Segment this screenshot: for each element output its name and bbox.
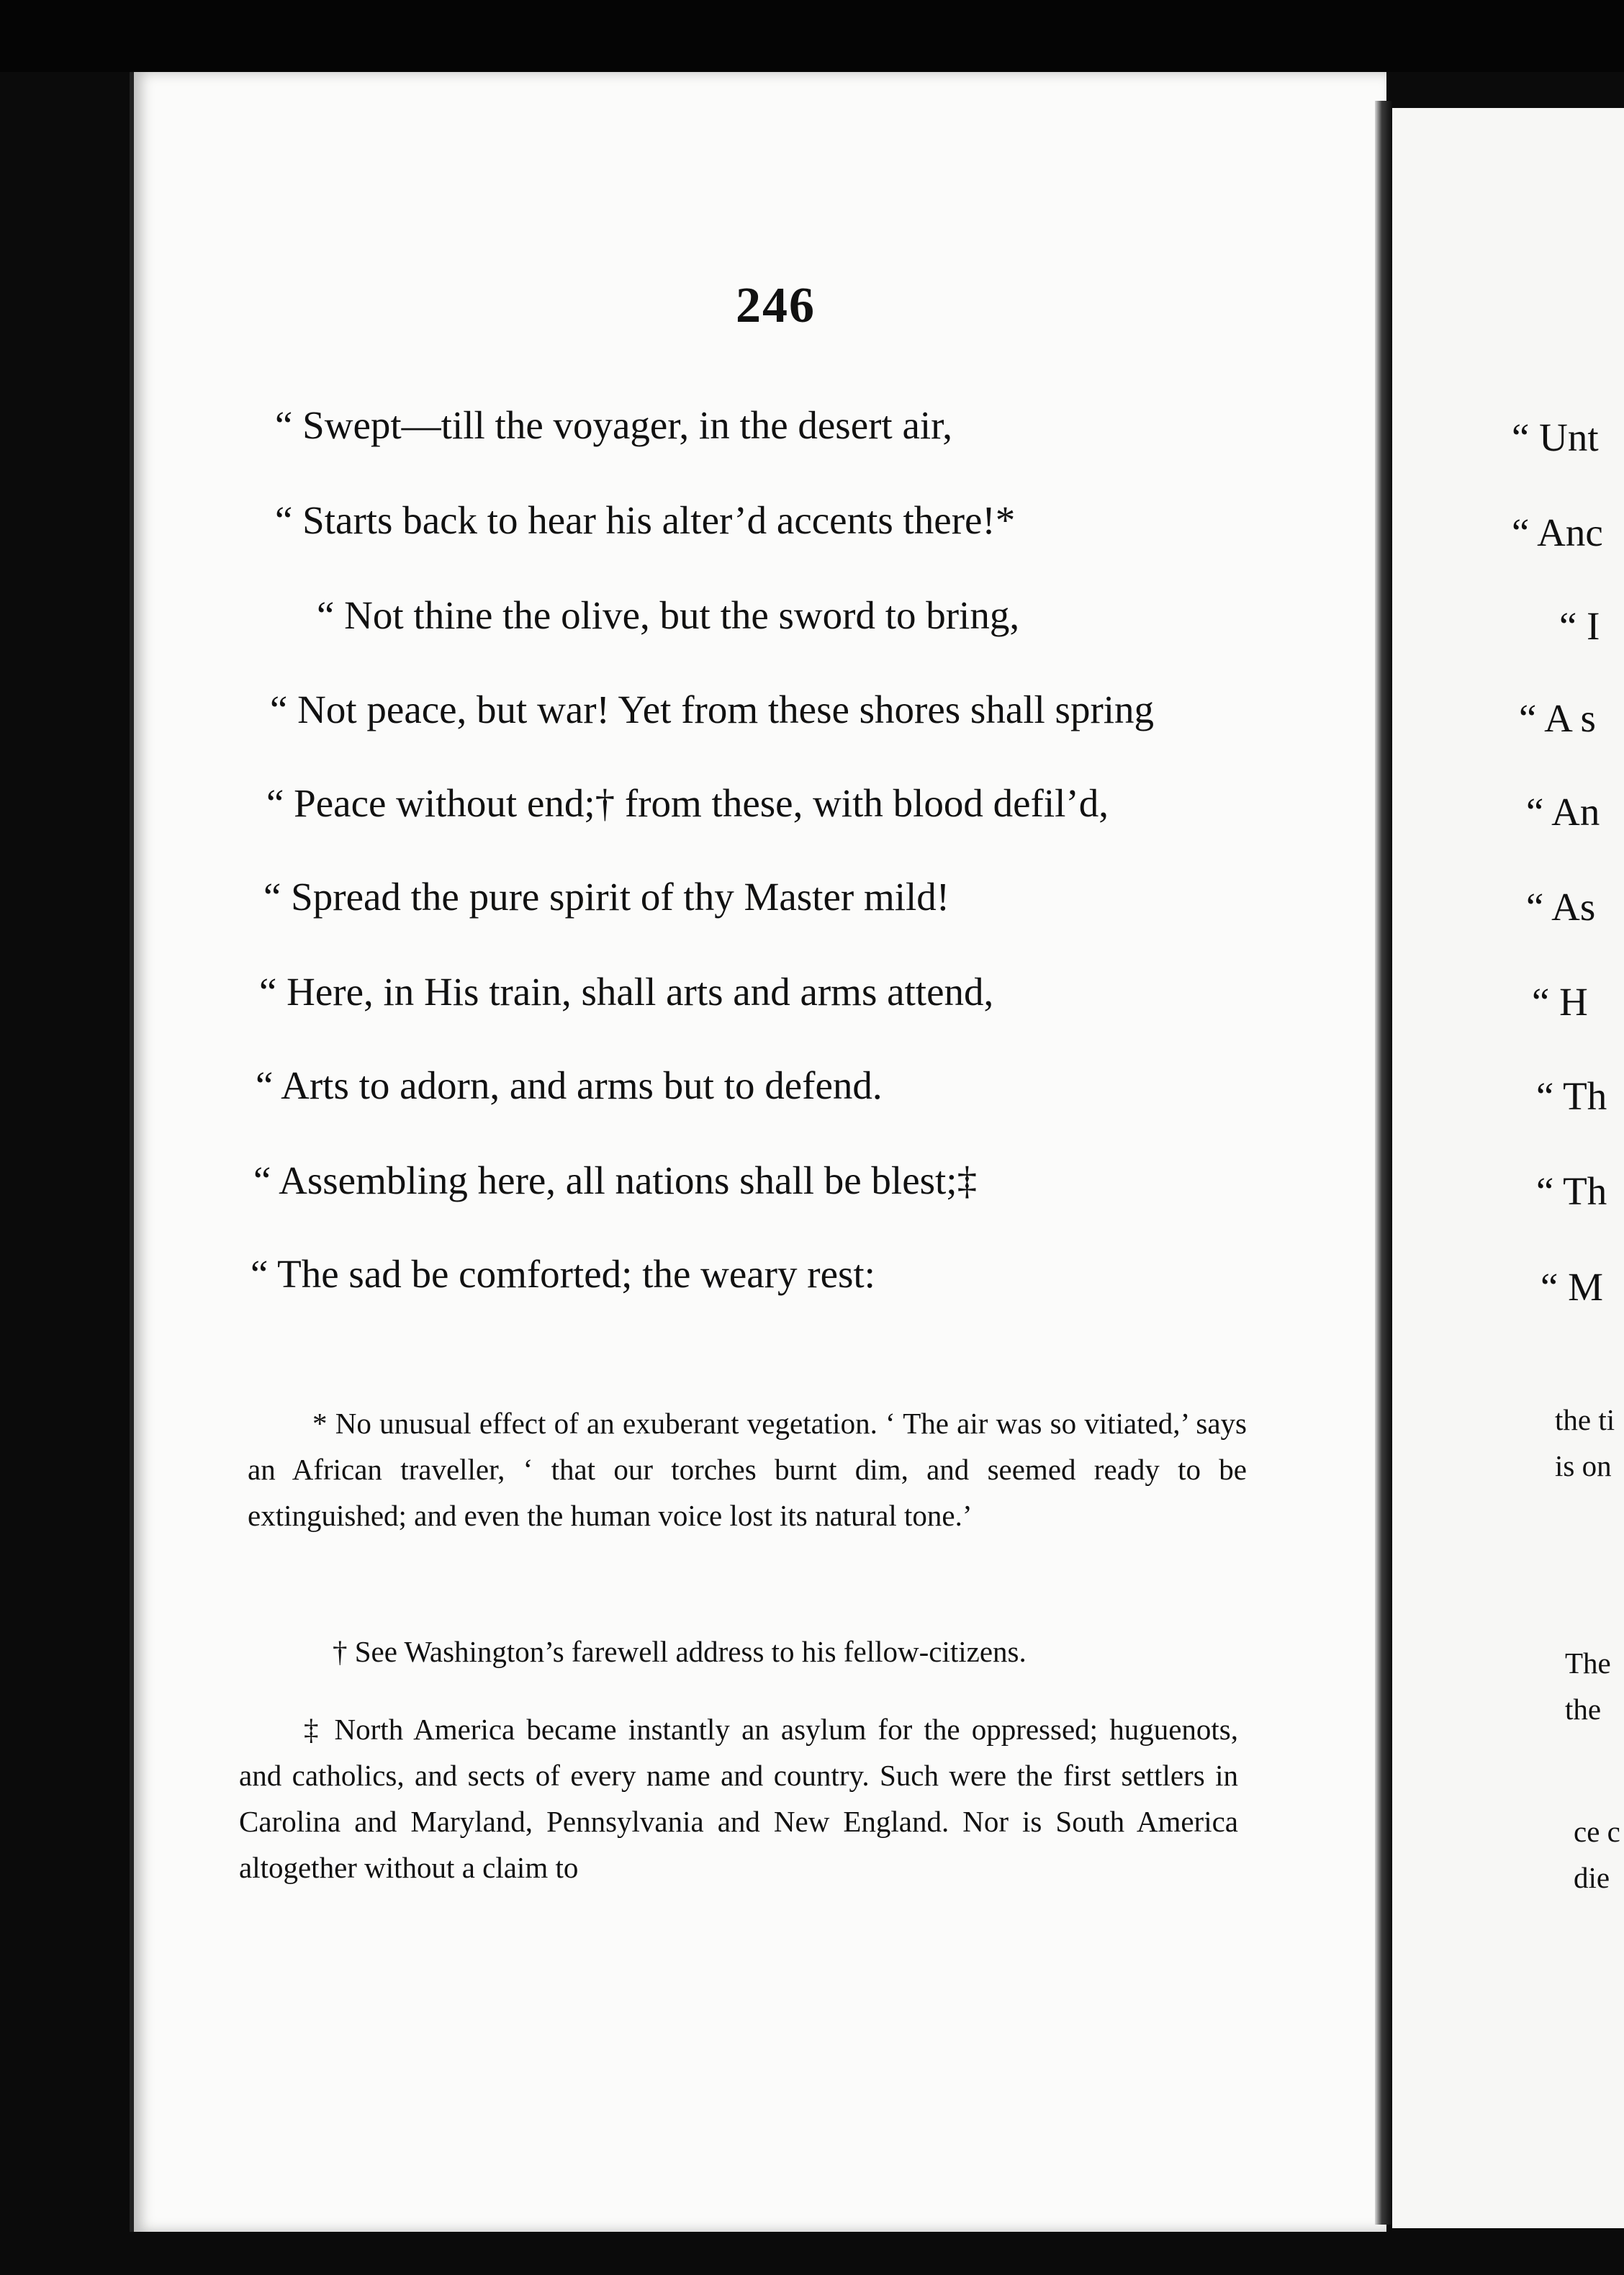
footnote-3 xyxy=(239,1706,1238,1891)
footnote-text: ‡ North America became instantly an asylum for the oppressed; huguenots, and catholics, and sects of every name and country. Such were the first settlers in Carolina and Maryland, Pennsylvania and New England. Nor is South America altogether without a claim to xyxy=(239,1713,1238,1884)
right-verse-fragment: “ As xyxy=(1526,885,1596,929)
right-note-fragment: die xyxy=(1574,1861,1610,1894)
verse-line: “ Peace without end;† from these, with blood defil’d, xyxy=(266,781,1109,825)
right-note-fragment: is on xyxy=(1555,1449,1612,1482)
right-verse-fragment: “ H xyxy=(1532,980,1588,1024)
right-verse-fragment: “ Unt xyxy=(1512,415,1599,459)
right-page xyxy=(1392,108,1624,2228)
right-note-fragment: The xyxy=(1565,1646,1611,1680)
verse-line: “ Starts back to hear his alter’d accents there!* xyxy=(275,498,1016,542)
book-gutter xyxy=(1375,101,1392,2225)
verse-line: “ Here, in His train, shall arts and arms attend, xyxy=(259,970,994,1014)
footnote-text: * No unusual effect of an exuberant vegetation. ‘ The air was so vitiated,’ says an African traveller, ‘ that our torches burnt dim, and seemed ready to be extinguished; and even the human voice lost its natural tone.’ xyxy=(248,1407,1247,1532)
footnote-1 xyxy=(248,1400,1247,1539)
right-verse-fragment: “ A s xyxy=(1519,696,1596,740)
verse-line: “ Spread the pure spirit of thy Master mild! xyxy=(263,875,950,919)
right-verse-fragment: “ I xyxy=(1559,604,1600,648)
verse-line: “ Not thine the olive, but the sword to bring, xyxy=(317,593,1020,637)
footnote-2 xyxy=(333,1628,1027,1675)
right-note-fragment: the ti xyxy=(1555,1403,1615,1436)
verse-line: “ The sad be comforted; the weary rest: xyxy=(251,1252,875,1296)
footnote-text: † See Washington’s farewell address to his fellow-citizens. xyxy=(333,1635,1027,1668)
right-verse-fragment: “ Th xyxy=(1536,1169,1607,1213)
right-verse-fragment: “ Anc xyxy=(1512,510,1603,554)
verse-line: “ Assembling here, all nations shall be blest;‡ xyxy=(253,1158,978,1202)
scan-border-top xyxy=(0,0,1624,72)
page-number: 246 xyxy=(736,278,816,333)
verse-line: “ Not peace, but war! Yet from these shores shall spring xyxy=(270,688,1155,731)
right-note-fragment: the xyxy=(1565,1693,1602,1726)
right-verse-fragment: “ Th xyxy=(1536,1074,1607,1118)
verse-line: “ Arts to adorn, and arms but to defend. xyxy=(256,1063,883,1107)
left-page xyxy=(130,72,1386,2232)
right-verse-fragment: “ M xyxy=(1540,1265,1604,1309)
verse-line: “ Swept—till the voyager, in the desert air, xyxy=(275,403,953,447)
right-verse-fragment: “ An xyxy=(1526,790,1600,834)
right-note-fragment: ce c xyxy=(1574,1815,1620,1848)
